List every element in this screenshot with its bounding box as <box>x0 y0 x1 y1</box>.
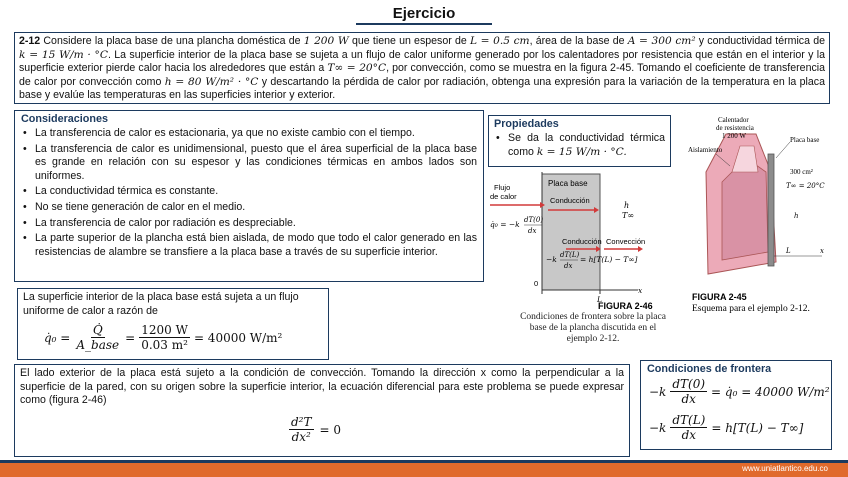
problem-text-4: y conductividad térmica de <box>695 35 825 47</box>
label-dtl: dT(L) <box>560 251 580 259</box>
label-conveccion: Convección <box>606 237 646 246</box>
label-dt0: dT(0) <box>524 216 544 224</box>
label-flujo: Flujo <box>494 183 511 192</box>
problem-text-6: , por convección, como se muestra en la figura 2-45. Tomando el coeficiente de transferencia de calor por convección como <box>19 62 826 88</box>
leader-placa <box>776 142 790 158</box>
considerations-box <box>14 110 484 282</box>
label-htl: = h[T(L) − T∞] <box>580 255 638 264</box>
heat-flux-equation <box>44 323 282 352</box>
page-title: Ejercicio <box>392 5 456 22</box>
label-area: 300 cm² <box>790 168 813 176</box>
list-item: • La transferencia de calor es estacionaria, ya que no existe cambio con el tiempo. <box>21 127 477 141</box>
eq-fraction <box>289 415 314 444</box>
properties-list <box>494 132 665 159</box>
eq-pre: −k <box>649 384 667 399</box>
boundary-eq-1 <box>649 377 830 406</box>
label-zero: 0 <box>534 279 539 288</box>
problem-conductivity: k = 15 W/m · °C <box>19 48 108 61</box>
list-item: • No se tiene generación de calor en el medio. <box>21 201 477 215</box>
label-x-45: x <box>820 247 824 255</box>
footer-bar <box>0 463 848 477</box>
eq-denominator: 0.03 m² <box>141 338 188 352</box>
convection-box <box>14 364 630 457</box>
label-placa: Placa base <box>548 179 588 188</box>
iron-diagram <box>686 112 836 317</box>
surface-flux-box <box>17 288 329 360</box>
list-item <box>494 132 665 159</box>
eq-denominator: dx <box>681 428 697 442</box>
problem-thickness: L = 0.5 cm <box>469 35 530 47</box>
eq-fraction <box>670 413 707 442</box>
label-dx: dx <box>528 227 537 235</box>
list-item: • La conductividad térmica es constante. <box>21 185 477 199</box>
footer-url[interactable]: www.uniatlantico.edu.co <box>742 464 828 473</box>
label-aislamiento: Aislamiento <box>688 146 723 154</box>
label-calentador: Calentador <box>718 116 749 124</box>
problem-text-3: , área de la base de <box>529 35 628 47</box>
eq-numerator: dT(0) <box>672 377 706 391</box>
problem-statement <box>14 32 830 104</box>
list-item: • La transferencia de calor es unidimensional, puesto que el área superficial de la placa base es grande en relación con su espesor y las condiciones térmicas en ambos lados son uniformes. <box>21 143 477 184</box>
considerations-heading: Consideraciones <box>21 113 109 125</box>
eq-denominator: A_base <box>76 338 120 352</box>
surface-flux-text: La superficie interior de la placa base está sujeta a un flujo uniforme de calor a razón de <box>23 291 299 317</box>
eq-numerator: Q̇ <box>92 323 103 337</box>
eq-rhs: = q̇₀ = 40000 W/m² <box>711 384 830 399</box>
label-L-45: L <box>786 247 791 255</box>
label-placa-base: Placa base <box>790 136 820 144</box>
eq-denominator: dx² <box>291 430 311 444</box>
boundary-eq-2 <box>649 413 803 442</box>
eq-rhs: = h[T(L) − T∞] <box>711 420 804 435</box>
label-q0: q̇₀ = −k <box>490 220 520 229</box>
figure-2-46 <box>488 172 668 357</box>
label-power: 1 200 W <box>722 132 746 140</box>
title-underline <box>356 23 492 25</box>
label-dx-2: dx <box>564 262 573 270</box>
problem-area: A = 300 cm² <box>627 35 696 47</box>
eq-numerator: d²T <box>291 415 312 429</box>
eq-numerator: 1200 W <box>141 323 188 337</box>
base-plate-rect <box>542 174 600 290</box>
eq-result: = 40000 W/m² <box>193 330 283 345</box>
label-x: x <box>638 286 643 295</box>
figure-2-45 <box>686 112 836 317</box>
properties-box <box>488 115 671 167</box>
label-conduccion-top: Conducción <box>550 196 590 205</box>
convection-text: El lado exterior de la placa está sujeto a la condición de convección. Tomando la dirección x como la perpendicular a la superficie de la pared, con su origen sobre la superficie interior, la ecuación diferencial para este problema se puede expresar como (figura 2-46) <box>20 367 624 407</box>
boundary-conditions-box <box>640 360 832 450</box>
eq-lhs: q̇₀ = <box>44 330 71 345</box>
eq-fraction-2 <box>139 323 190 352</box>
eq-denominator: dx <box>681 392 696 406</box>
eq-fraction <box>670 377 707 406</box>
differential-equation <box>289 415 341 444</box>
eq-pre: −k <box>649 420 667 435</box>
eq-equals: = <box>125 330 136 345</box>
problem-text-2: que tiene un espesor de <box>348 35 470 47</box>
label-conduccion: Conducción <box>562 237 602 246</box>
label-h: h <box>624 201 630 210</box>
label-h-45: h <box>794 212 799 220</box>
properties-text: Se da la conductividad térmica como <box>508 132 665 158</box>
convection-arrow-head <box>638 246 643 252</box>
label-L: L <box>597 295 602 304</box>
figure-2-46-title: FIGURA 2-46 <box>598 301 653 311</box>
boundary-heading: Condiciones de frontera <box>647 363 772 375</box>
properties-value: k = 15 W/m · °C. <box>536 145 627 158</box>
properties-heading: Propiedades <box>494 118 559 130</box>
label-tinf: T∞ <box>622 211 634 220</box>
problem-h: h = 80 W/m² · °C <box>164 75 259 88</box>
label-de-calor: de calor <box>490 192 517 201</box>
figure-2-45-caption: Esquema para el ejemplo 2-12. <box>692 304 810 314</box>
label-resistencia: de resistencia <box>716 124 754 132</box>
label-minus-k: −k <box>546 255 557 264</box>
problem-text-5: . La superficie interior de la placa base se sujeta a un flujo de calor uniforme generado por los calentadores por resistencia que están en el interior y la superficie exterior pierde calor hacia los alrededores que están a <box>19 48 825 75</box>
label-tinf-45: T∞ = 20°C <box>786 182 825 190</box>
eq-fraction-1 <box>74 323 121 352</box>
title-bar <box>0 0 848 30</box>
base-plate <box>768 154 774 266</box>
problem-power: 1 200 W <box>303 35 349 47</box>
problem-number: 2-12 <box>19 35 41 47</box>
list-item: • La parte superior de la plancha está bien aislada, de modo que todo el calor generado en las resistencias de alambre se transfiere a la placa base a través de su superficie interior. <box>21 232 477 259</box>
eq-rhs: = 0 <box>319 422 342 437</box>
figure-2-45-title: FIGURA 2-45 <box>692 292 747 302</box>
list-item: • La transferencia de calor por radiación es despreciable. <box>21 217 477 231</box>
figure-2-46-caption: Condiciones de frontera sobre la placa base de la plancha discutida en el ejemplo 2-12. <box>520 312 666 344</box>
problem-tinf: T∞ = 20°C <box>327 62 387 75</box>
considerations-list <box>21 127 477 259</box>
eq-numerator: dT(L) <box>672 413 706 427</box>
problem-text-1: Considere la placa base de una plancha doméstica de <box>40 35 304 47</box>
problem-text-7: y descartando la pérdida de calor por radiación, obtenga una expresión para la variación de la temperatura en la placa base y evalúe las temperaturas en las superficies interior y exterior. <box>19 75 825 102</box>
